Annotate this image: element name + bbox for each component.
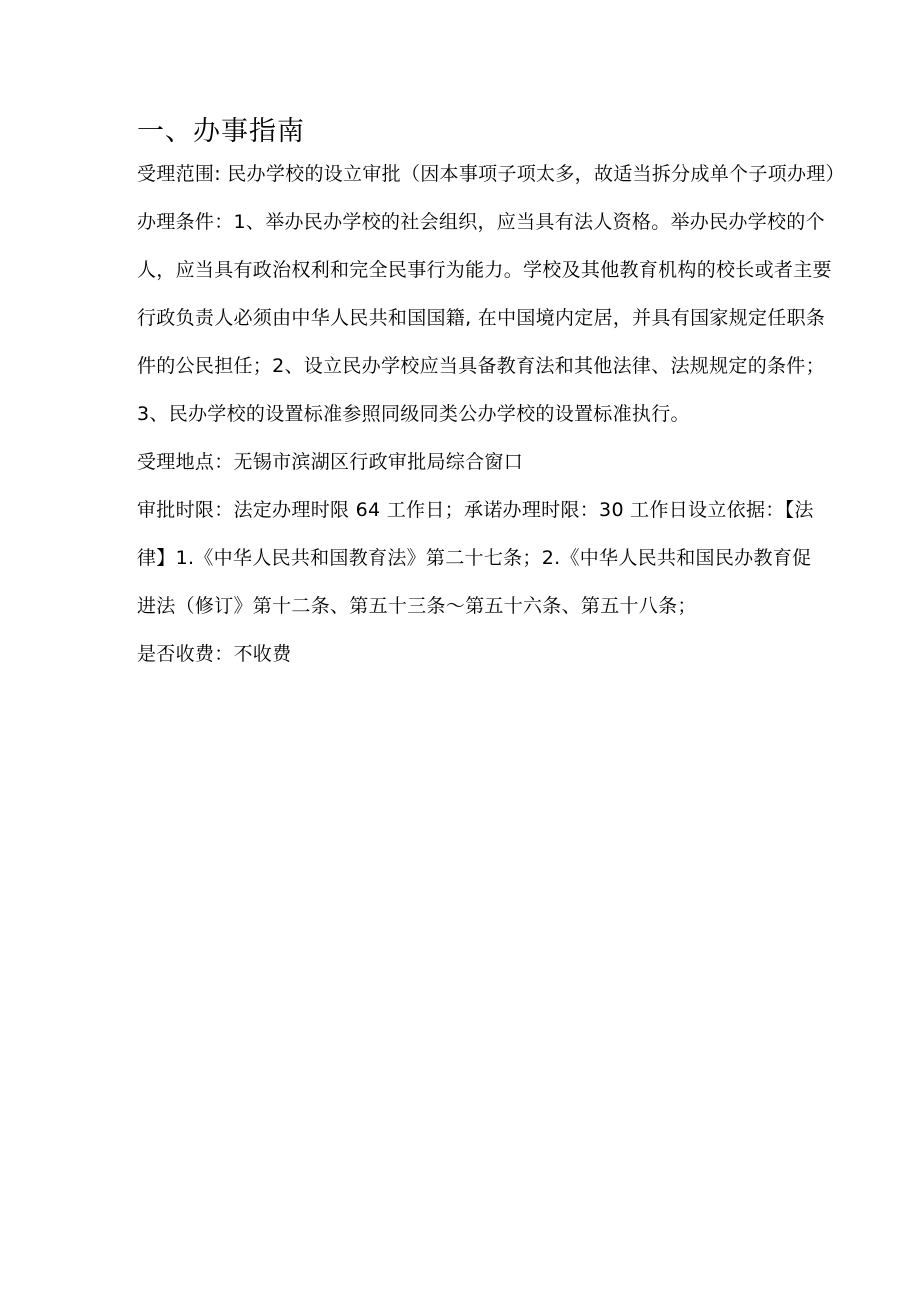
conditions-line-4: 件的公民担任；2、设立民办学校应当具备教育法和其他法律、法规规定的条件； (137, 355, 825, 377)
conditions-line-2: 人，应当具有政治权利和完全民事行为能力。学校及其他教育机构的校长或者主要 (137, 259, 832, 281)
time-limit-line-3: 进法（修订》第十二条、第五十三条～第五十六条、第五十八条； (137, 595, 697, 617)
scope-line: 受理范围: 民办学校的设立审批（因本事项子项太多，故适当拆分成单个子项办理） (137, 163, 845, 185)
location-line: 受理地点：无锡市滨湖区行政审批局综合窗口 (137, 451, 524, 473)
section-heading: 一、办事指南 (137, 116, 305, 147)
conditions-line-1: 办理条件：1、举办民办学校的社会组织，应当具有法人资格。举办民办学校的个 (137, 211, 825, 233)
conditions-line-5: 3、民办学校的设置标准参照同级同类公办学校的设置标准执行。 (137, 403, 690, 425)
fee-line: 是否收费：不收费 (137, 643, 292, 665)
conditions-line-3: 行政负责人必须由中华人民共和国国籍, 在中国境内定居，并具有国家规定任职条 (137, 307, 826, 329)
time-limit-line-2: 律】1.《中华人民共和国教育法》第二十七条；2.《中华人民共和国民办教育促 (137, 547, 812, 569)
document-content (137, 112, 867, 690)
time-limit-line-1: 审批时限：法定办理时限 64 工作日；承诺办理时限：30 工作日设立依据：【法 (137, 499, 814, 521)
